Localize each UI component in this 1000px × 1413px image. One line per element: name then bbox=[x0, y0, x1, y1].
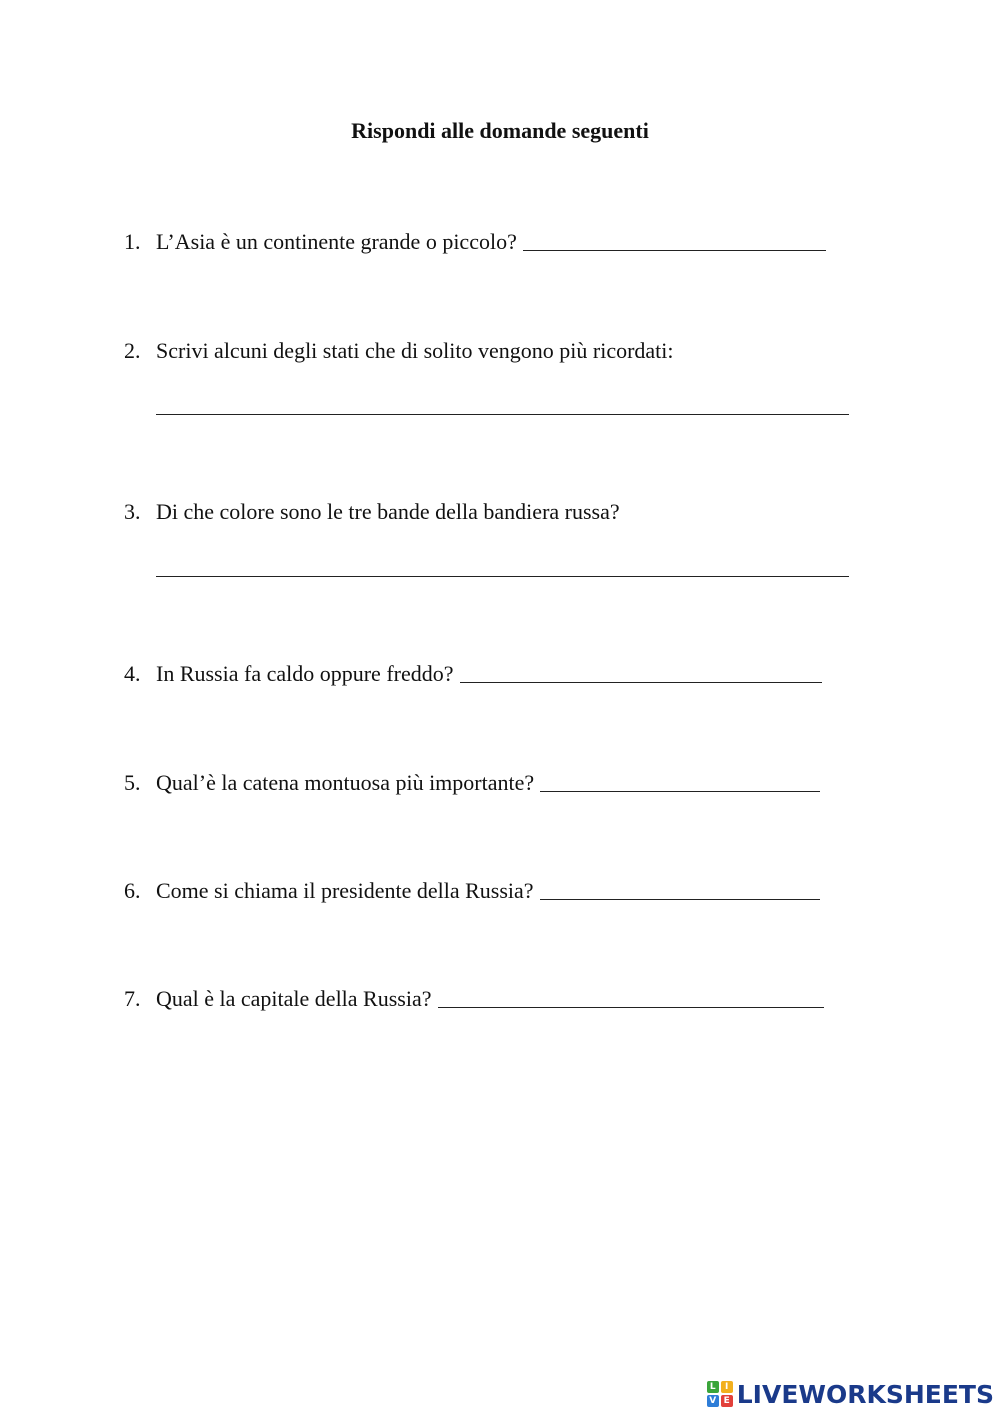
question-text: Qual è la capitale della Russia? bbox=[156, 986, 432, 1011]
answer-blank-4[interactable] bbox=[460, 662, 822, 683]
logo-letter: I bbox=[721, 1381, 733, 1393]
question-text: Come si chiama il presidente della Russia? bbox=[156, 878, 534, 903]
liveworksheets-icon bbox=[707, 1381, 733, 1407]
question-text: Scrivi alcuni degli stati che di solito vengono più ricordati: bbox=[156, 338, 674, 363]
answer-blank-1[interactable] bbox=[523, 230, 826, 251]
answer-line-2[interactable] bbox=[156, 414, 849, 415]
logo-letter: E bbox=[721, 1395, 733, 1407]
question-text: In Russia fa caldo oppure freddo? bbox=[156, 661, 454, 686]
liveworksheets-logo bbox=[707, 1379, 994, 1409]
answer-blank-6[interactable] bbox=[540, 879, 820, 900]
question-4 bbox=[124, 660, 822, 687]
logo-letter: L bbox=[707, 1381, 719, 1393]
answer-blank-7[interactable] bbox=[438, 987, 824, 1008]
question-6 bbox=[124, 877, 820, 904]
question-number: 3. bbox=[124, 499, 141, 524]
question-1 bbox=[124, 228, 826, 255]
worksheet-title: Rispondi alle domande seguenti bbox=[351, 118, 649, 143]
question-number: 5. bbox=[124, 770, 141, 795]
logo-text: LIVEWORKSHEETS bbox=[736, 1379, 994, 1409]
question-7 bbox=[124, 985, 824, 1012]
answer-line-3[interactable] bbox=[156, 576, 849, 577]
question-number: 1. bbox=[124, 229, 141, 254]
logo-letter: V bbox=[707, 1395, 719, 1407]
question-text: Di che colore sono le tre bande della bandiera russa? bbox=[156, 499, 620, 524]
question-text: L’Asia è un continente grande o piccolo? bbox=[156, 229, 517, 254]
question-text: Qual’è la catena montuosa più importante? bbox=[156, 770, 535, 795]
answer-blank-5[interactable] bbox=[540, 771, 820, 792]
question-3 bbox=[124, 499, 620, 525]
question-number: 4. bbox=[124, 661, 141, 686]
question-number: 7. bbox=[124, 986, 141, 1011]
question-2 bbox=[124, 338, 674, 364]
question-number: 2. bbox=[124, 338, 141, 363]
question-5 bbox=[124, 769, 820, 796]
question-number: 6. bbox=[124, 878, 141, 903]
